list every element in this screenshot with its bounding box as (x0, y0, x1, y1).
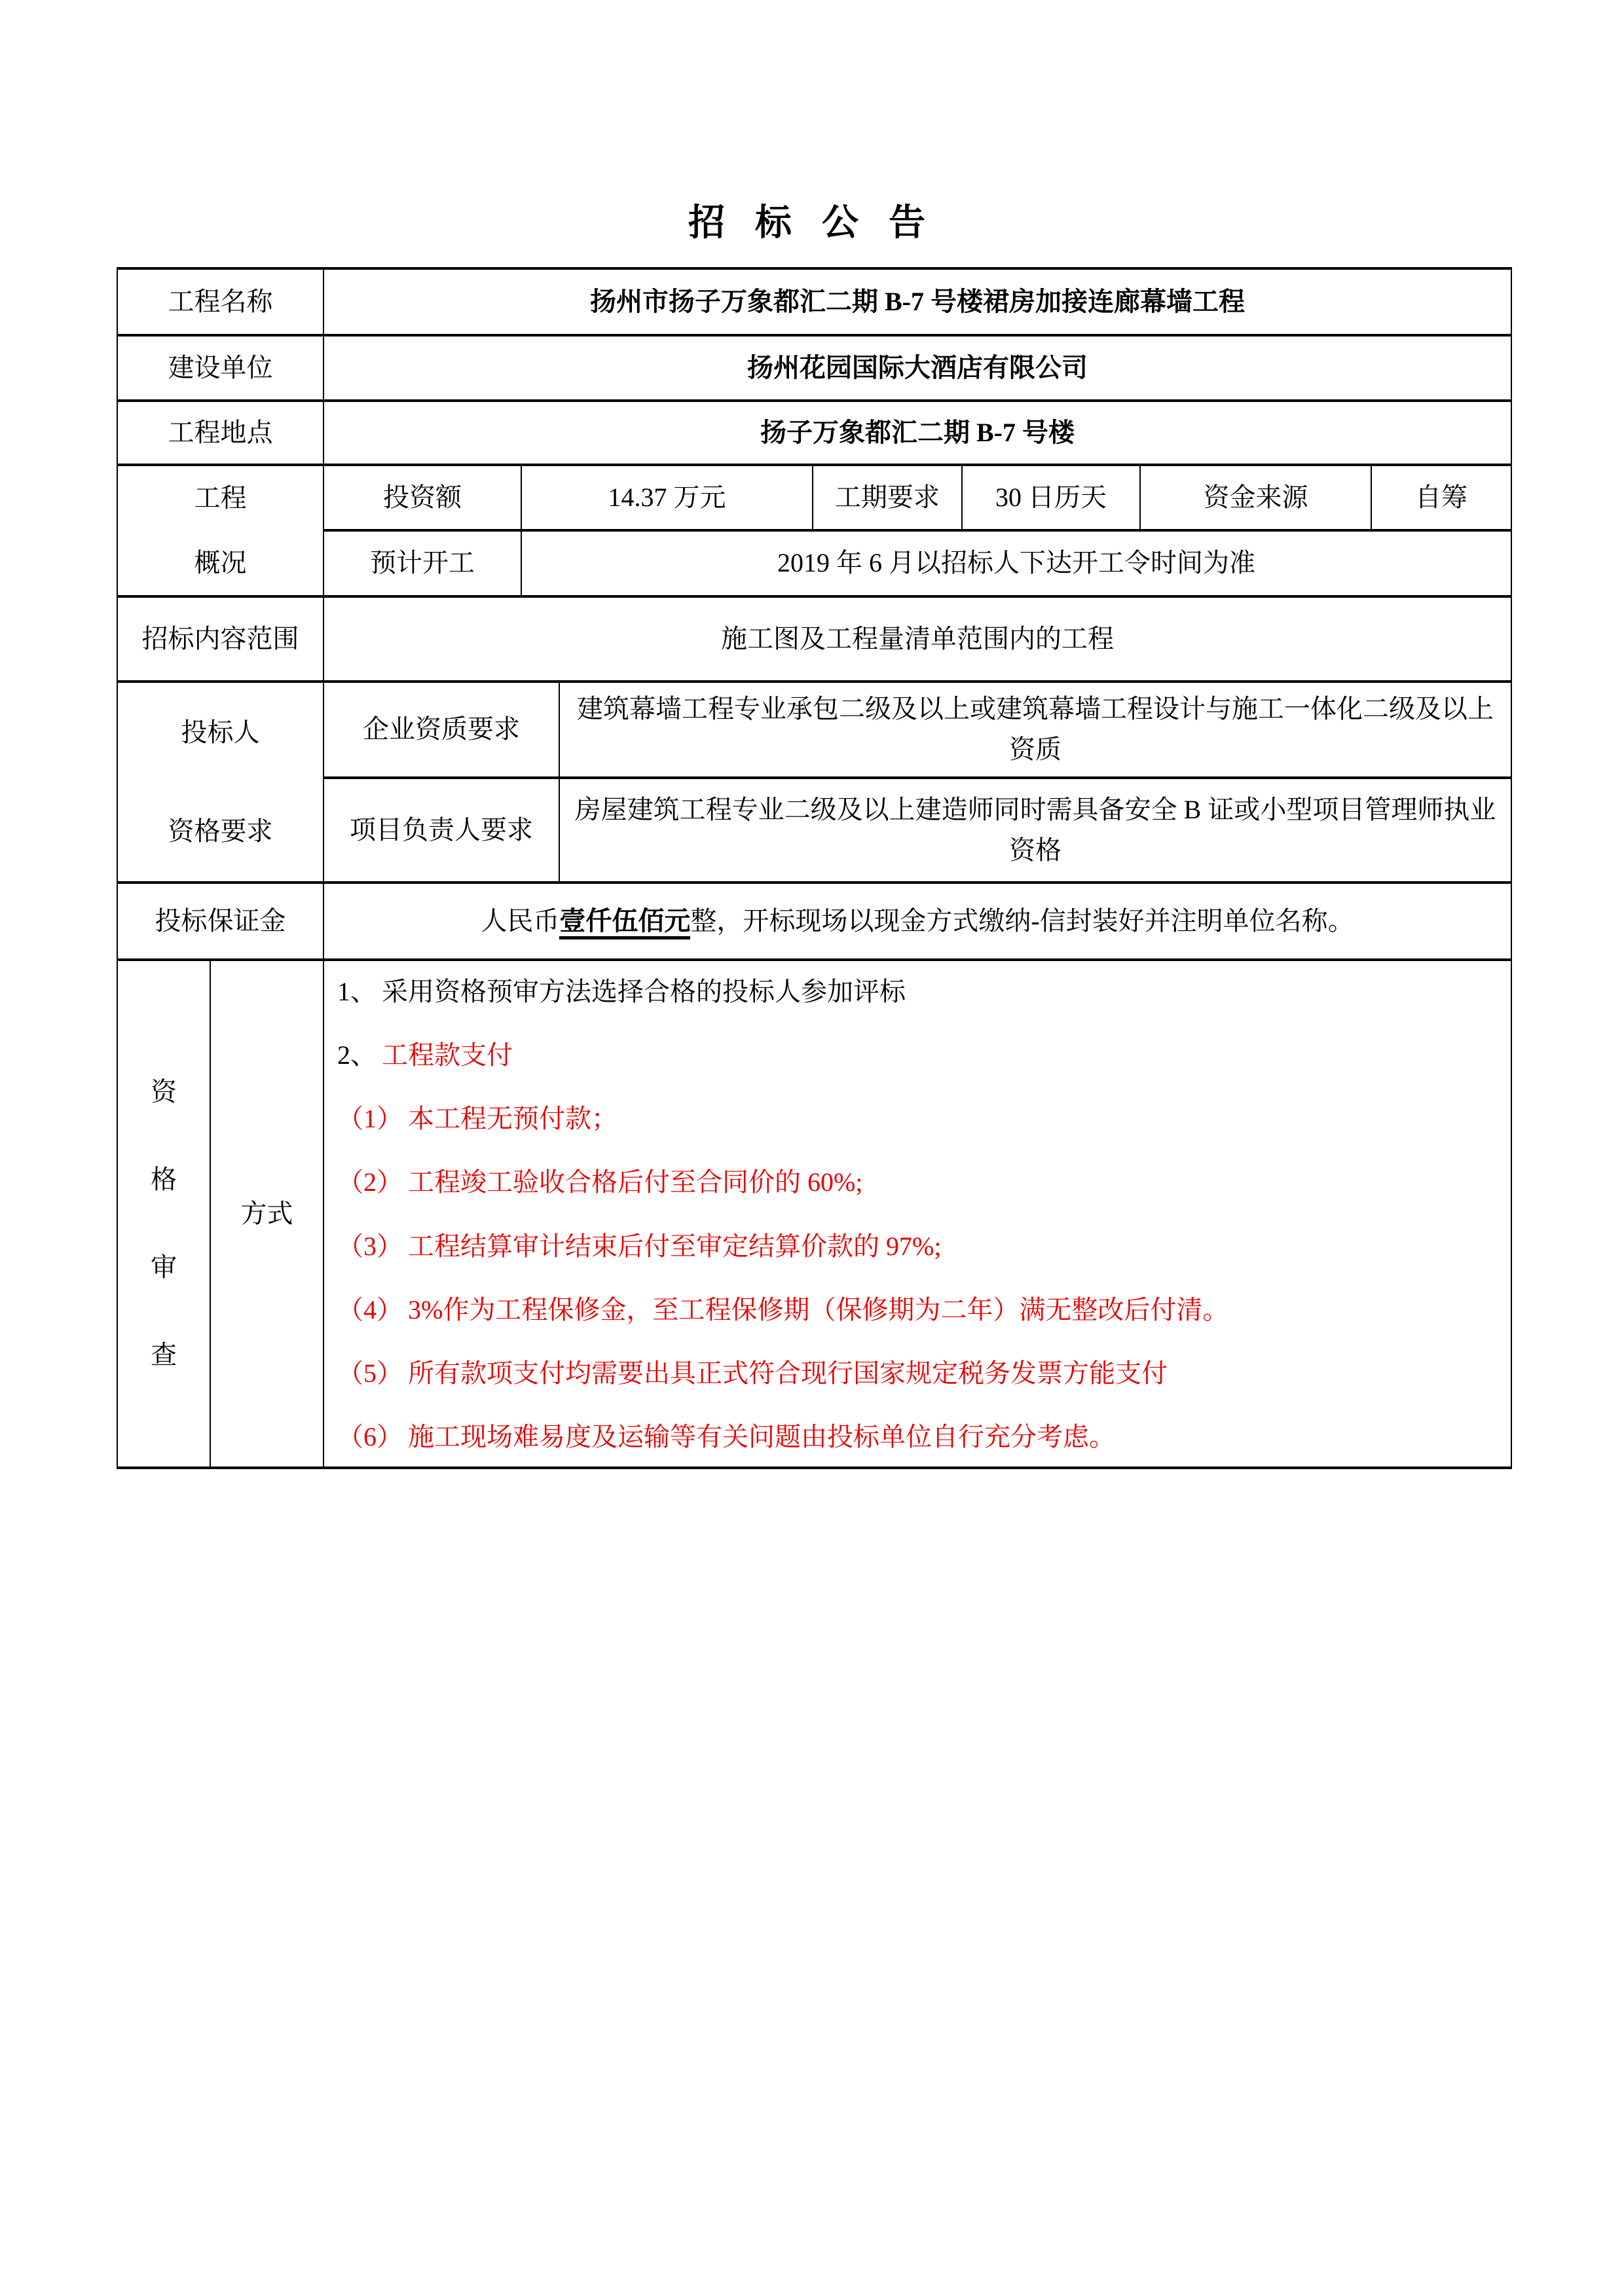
row-owner (117, 335, 1511, 401)
project-manager-label: 项目负责人要求 (323, 778, 559, 883)
location-value: 扬子万象都汇二期 B-7 号楼 (323, 401, 1511, 465)
review-item-1: 1、 采用资格预审方法选择合格的投标人参加评标 (337, 977, 906, 1006)
review-method-content (324, 972, 1511, 1457)
bidder-qualification-label-line1: 投标人 (181, 717, 260, 747)
start-label: 预计开工 (323, 530, 521, 596)
funding-value: 自筹 (1371, 465, 1511, 530)
scope-label: 招标内容范围 (117, 596, 323, 682)
bid-bond-prefix: 人民币 (481, 906, 560, 936)
enterprise-qualification-label: 企业资质要求 (323, 682, 559, 778)
review-item-4: （2） 工程竣工验收合格后付至合同价的 60%; (337, 1167, 863, 1197)
owner-label: 建设单位 (117, 335, 323, 401)
qualification-review-label: 资 格 审 查 (117, 960, 210, 1468)
scope-value: 施工图及工程量清单范围内的工程 (323, 596, 1511, 682)
review-item-5: （3） 工程结算审计结束后付至审定结算价款的 97%; (337, 1231, 942, 1261)
tender-announcement-table (117, 267, 1512, 1469)
review-item-2: 2、 工程款支付 (337, 1040, 513, 1070)
row-qualification-review (117, 960, 1511, 1468)
project-name-label: 工程名称 (117, 268, 323, 335)
location-label: 工程地点 (117, 401, 323, 465)
row-location (117, 401, 1511, 465)
investment-value: 14.37 万元 (521, 465, 813, 530)
row-bidder-qualification-2 (117, 778, 1511, 883)
project-manager-value: 房屋建筑工程专业二级及以上建造师同时需具备安全 B 证或小型项目管理师执业资格 (559, 778, 1511, 883)
project-name-value: 扬州市扬子万象都汇二期 B-7 号楼裙房加接连廊幕墙工程 (323, 268, 1511, 335)
bidder-qualification-label-line2: 资格要求 (168, 816, 273, 847)
owner-value: 扬州花园国际大酒店有限公司 (323, 335, 1511, 401)
row-scope (117, 596, 1511, 682)
review-item-8: （6） 施工现场难易度及运输等有关问题由投标单位自行充分考虑。 (337, 1421, 1115, 1451)
review-item-7: （5） 所有款项支付均需要出具正式符合现行国家规定税务发票方能支付 (337, 1358, 1168, 1388)
bid-bond-suffix: 整，开标现场以现金方式缴纳-信封装好并注明单位名称。 (690, 906, 1354, 936)
page-title: 招 标 公 告 (688, 203, 936, 244)
enterprise-qualification-value: 建筑幕墙工程专业承包二级及以上或建筑幕墙工程设计与施工一体化二级及以上资质 (559, 682, 1511, 778)
overview-label-line1: 工程 (194, 483, 247, 513)
row-bid-bond (117, 883, 1511, 960)
duration-value: 30 日历天 (962, 465, 1140, 530)
bidder-qualification-label (117, 682, 323, 883)
start-value: 2019 年 6 月以招标人下达开工令时间为准 (521, 530, 1511, 596)
bid-bond-value (323, 883, 1511, 960)
overview-label (117, 465, 323, 596)
row-overview-1 (117, 465, 1511, 530)
review-item-6: （4） 3%作为工程保修金，至工程保修期（保修期为二年）满无整改后付清。 (337, 1294, 1229, 1324)
overview-label-line2: 概况 (194, 547, 247, 577)
row-project-name (117, 268, 1511, 335)
row-overview-2 (117, 530, 1511, 596)
row-bidder-qualification-1 (117, 682, 1511, 778)
funding-label: 资金来源 (1140, 465, 1371, 530)
bid-bond-amount: 壹仟伍佰元 (559, 906, 690, 939)
duration-label: 工期要求 (813, 465, 962, 530)
review-method-label: 方式 (210, 960, 323, 1468)
bid-bond-label: 投标保证金 (117, 883, 323, 960)
review-item-3: （1） 本工程无预付款； (337, 1104, 618, 1134)
investment-label: 投资额 (323, 465, 521, 530)
